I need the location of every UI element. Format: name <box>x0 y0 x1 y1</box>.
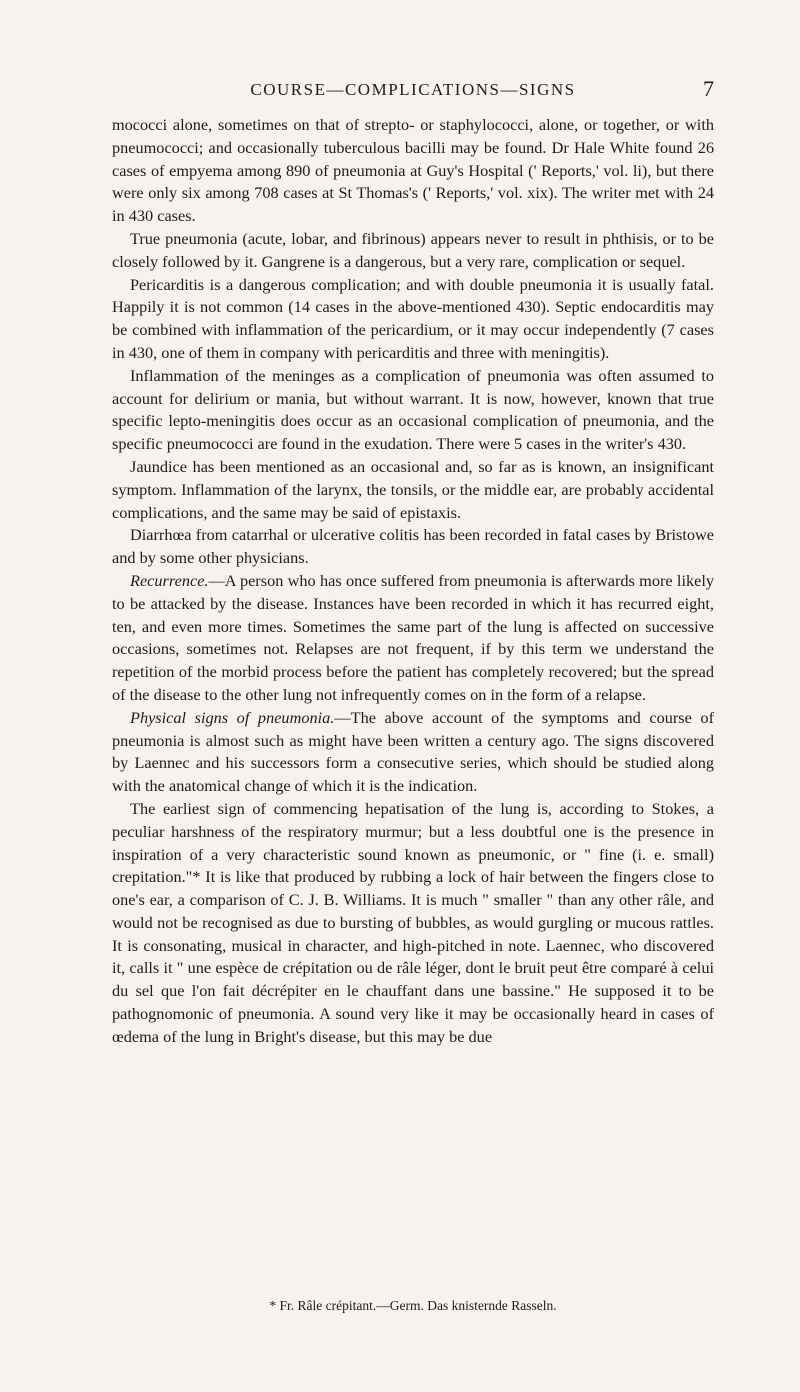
paragraph-physical-signs <box>112 707 714 798</box>
paragraph: Inflammation of the meninges as a complication of pneumonia was often assumed to account for delirium or mania, but without warrant. It is now, however, known that true specific lepto-meningitis does occur as an occasional complication of pneumonia, and the specific pneumococci are found in the exudation. There were 5 cases in the writer's 430. <box>112 365 714 454</box>
paragraph: Diarrhœa from catarrhal or ulcerative colitis has been recorded in fatal cases by Bristowe and by some other physicians. <box>112 525 714 568</box>
footnote: * Fr. Râle crépitant.—Germ. Das knisternde Rasseln. <box>269 1298 557 1313</box>
paragraph: Pericarditis is a dangerous complication; and with double pneumonia it is usually fatal. Happily it is not common (14 cases in the above-mentioned 430). Septic endocarditis may be combined with inflammation of the pericardium, or it may occur independently (7 cases in 430, one of them in company with pericarditis and three with meningitis). <box>112 274 714 362</box>
running-head: COURSE—COMPLICATIONS—SIGNS <box>250 80 576 99</box>
paragraph: True pneumonia (acute, lobar, and fibrinous) appears never to result in phthisis, or to be closely followed by it. Gangrene is a dangerous, but a very rare, complication or sequel. <box>112 228 714 271</box>
paragraph-recurrence <box>112 570 714 707</box>
paragraph: Jaundice has been mentioned as an occasional and, so far as is known, an insignificant symptom. Inflammation of the larynx, the tonsils, or the middle ear, are probably accidental complications, and the same may be said of epistaxis. <box>112 456 714 522</box>
paragraph: mococci alone, sometimes on that of strepto- or staphylococci, alone, or together, or with pneumococci; and occasionally tuberculous bacilli may be found. Dr Hale White found 26 cases of empyema among 890 of pneumonia at Guy's Hospital (' Reports,' vol. li), but there were only six among 708 cases at St Thomas's (' Reports,' vol. xix). The writer met with 24 in 430 cases. <box>112 115 714 226</box>
paragraph: The earliest sign of commencing hepatisation of the lung is, according to Stokes, a peculiar harshness of the respiratory murmur; but a less doubtful one is the presence in inspiration of a very characteristic sound known as pneumonic, or " fine (i. e. small) crepitation."* It is like that produced by rubbing a lock of hair between the fingers close to one's ear, a comparison of C. J. B. Williams. It is much " smaller " than any other râle, and would not be recognised as due to bursting of bubbles, as would gurgling or mucous rattles. It is consonating, musical in character, and high-pitched in note. Laennec, who discovered it, calls it " une espèce de crépitation ou de râle léger, dont le bruit peut être comparé à celui du sel que l'on fait décrépiter en le chauffant dans une bassine." He supposed it to be pathognomonic of pneumonia. A sound very like it may be occasionally heard in cases of œdema of the lung in Bright's disease, but this may be due <box>112 798 714 1046</box>
page-header <box>112 76 714 101</box>
section-heading: Recurrence. <box>130 570 209 590</box>
paragraph-body: —The above account of the symptoms and course of pneumonia is almost such as might have been written a century ago. The signs discovered by Laennec and his successors form a consecutive series, which should be studied along with the anatomical change of which it is the indication. <box>112 707 714 796</box>
paragraph-body: —A person who has once suffered from pneumonia is afterwards more likely to be attacked by the disease. Instances have been recorded in which it has recurred eight, ten, and even more times. Sometimes the same part of the lung is affected on successive occasions, sometimes not. Relapses are not frequent, if by this term we understand the repetition of the morbid process before the patient has completely recovered; but the spread of the disease to the other lung not infrequently comes on in the form of a relapse. <box>112 570 714 704</box>
section-heading: Physical signs of pneumonia. <box>130 707 335 727</box>
page-number: 7 <box>703 76 714 101</box>
body-text <box>112 114 714 1049</box>
